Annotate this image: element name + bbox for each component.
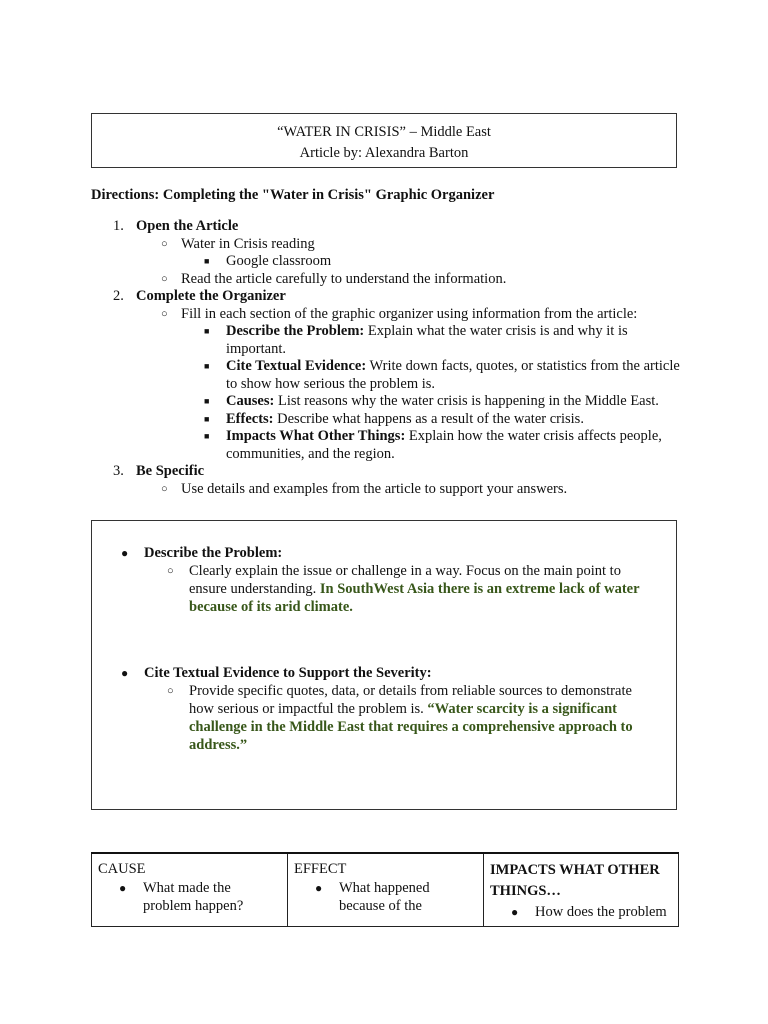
textual-evidence-section [92, 664, 678, 754]
list-item-text: Explain how the water crisis affects people, communities, and the region. [226, 428, 662, 462]
step-title: Complete the Organizer [136, 288, 286, 304]
hollow-circle-bullet-icon: ○ [161, 237, 168, 250]
cell-question: What happened because of the [339, 880, 430, 914]
list-item [98, 879, 281, 915]
list-item-text: Fill in each section of the graphic organizer using information from the article: [181, 305, 638, 322]
hollow-circle-bullet-icon: ○ [161, 482, 168, 495]
step-number: 3. [113, 463, 124, 479]
article-title: “WATER IN CRISIS” – Middle East [277, 124, 491, 140]
effect-cell[interactable] [288, 853, 484, 927]
step-title: Be Specific [136, 463, 205, 479]
hollow-circle-bullet-icon: ○ [167, 565, 174, 577]
list-item [91, 428, 691, 463]
section-heading-row [92, 664, 678, 682]
list-item [91, 358, 691, 393]
cell-question: What made the problem happen? [143, 880, 244, 914]
list-item [91, 236, 691, 254]
section-prompt: Clearly explain the issue or challenge in a way. Focus on the main point to ensure understanding. [189, 563, 621, 597]
list-item-label: Impacts What Other Things: [226, 428, 406, 444]
cause-effect-table [91, 852, 679, 927]
list-item [91, 253, 691, 271]
article-title-box [91, 113, 677, 168]
hollow-circle-bullet-icon: ○ [167, 685, 174, 697]
step-3 [91, 463, 691, 481]
bullet-icon: ● [119, 881, 127, 895]
list-item-label: Effects: [226, 410, 274, 427]
square-bullet-icon: ■ [204, 326, 210, 336]
step-number: 1. [113, 218, 124, 234]
list-item [92, 562, 678, 616]
section-heading-row [92, 544, 678, 562]
list-item [490, 903, 672, 921]
problem-evidence-box [91, 520, 677, 810]
bullet-icon: ● [121, 666, 129, 680]
list-item [91, 411, 691, 429]
directions-heading: Directions: Completing the "Water in Crisis" Graphic Organizer [91, 187, 495, 203]
list-item-text: Explain what the water crisis is and why it is important. [226, 323, 628, 357]
bullet-icon: ● [315, 881, 323, 895]
step-title: Open the Article [136, 218, 239, 234]
list-item [91, 481, 691, 499]
list-item-text: Describe what happens as a result of the water crisis. [273, 410, 584, 427]
square-bullet-icon: ■ [204, 361, 210, 371]
student-answer: In SouthWest Asia there is an extreme lack of water because of its arid climate. [189, 581, 640, 615]
bullet-icon: ● [511, 905, 519, 919]
describe-problem-section [92, 544, 678, 616]
article-author: Article by: Alexandra Barton [299, 145, 469, 161]
column-heading: EFFECT [294, 861, 347, 877]
square-bullet-icon: ■ [204, 413, 210, 424]
section-heading: Describe the Problem: [144, 545, 283, 561]
list-item-label: Cite Textual Evidence: [226, 358, 367, 374]
list-item [91, 271, 691, 289]
list-item [91, 306, 691, 324]
column-heading: CAUSE [98, 861, 146, 877]
list-item-text: Use details and examples from the article to support your answers. [181, 480, 568, 497]
list-item-text: List reasons why the water crisis is happening in the Middle East. [274, 393, 659, 409]
list-item-text: Water in Crisis reading [181, 235, 315, 252]
cause-cell[interactable] [92, 853, 288, 927]
directions-list [91, 218, 691, 498]
hollow-circle-bullet-icon: ○ [161, 307, 168, 320]
table-row [92, 853, 679, 927]
step-number: 2. [113, 288, 124, 304]
list-item-label: Causes: [226, 393, 275, 409]
step-2 [91, 288, 691, 306]
list-item-text: Google classroom [226, 253, 332, 269]
list-item [91, 323, 691, 358]
list-item-label: Describe the Problem: [226, 323, 365, 339]
square-bullet-icon: ■ [204, 396, 210, 406]
impacts-cell[interactable] [484, 853, 679, 927]
section-prompt: Provide specific quotes, data, or details from reliable sources to demonstrate how serious or impactful the problem is. [189, 683, 632, 717]
bullet-icon: ● [121, 546, 129, 560]
square-bullet-icon: ■ [204, 256, 210, 266]
list-item [91, 393, 691, 411]
section-heading: Cite Textual Evidence to Support the Severity: [144, 665, 432, 681]
square-bullet-icon: ■ [204, 431, 210, 441]
student-answer: “Water scarcity is a significant challenge in the Middle East that requires a comprehensive approach to address.” [189, 701, 633, 753]
cell-question: How does the problem [535, 904, 667, 920]
list-item-text: Read the article carefully to understand the information. [181, 270, 507, 287]
column-heading: IMPACTS WHAT OTHER THINGS… [490, 862, 660, 899]
list-item [294, 879, 477, 915]
hollow-circle-bullet-icon: ○ [161, 272, 168, 285]
list-item [92, 682, 678, 754]
list-item-text: Write down facts, quotes, or statistics from the article to show how serious the problem is. [226, 358, 680, 392]
step-1 [91, 218, 691, 236]
